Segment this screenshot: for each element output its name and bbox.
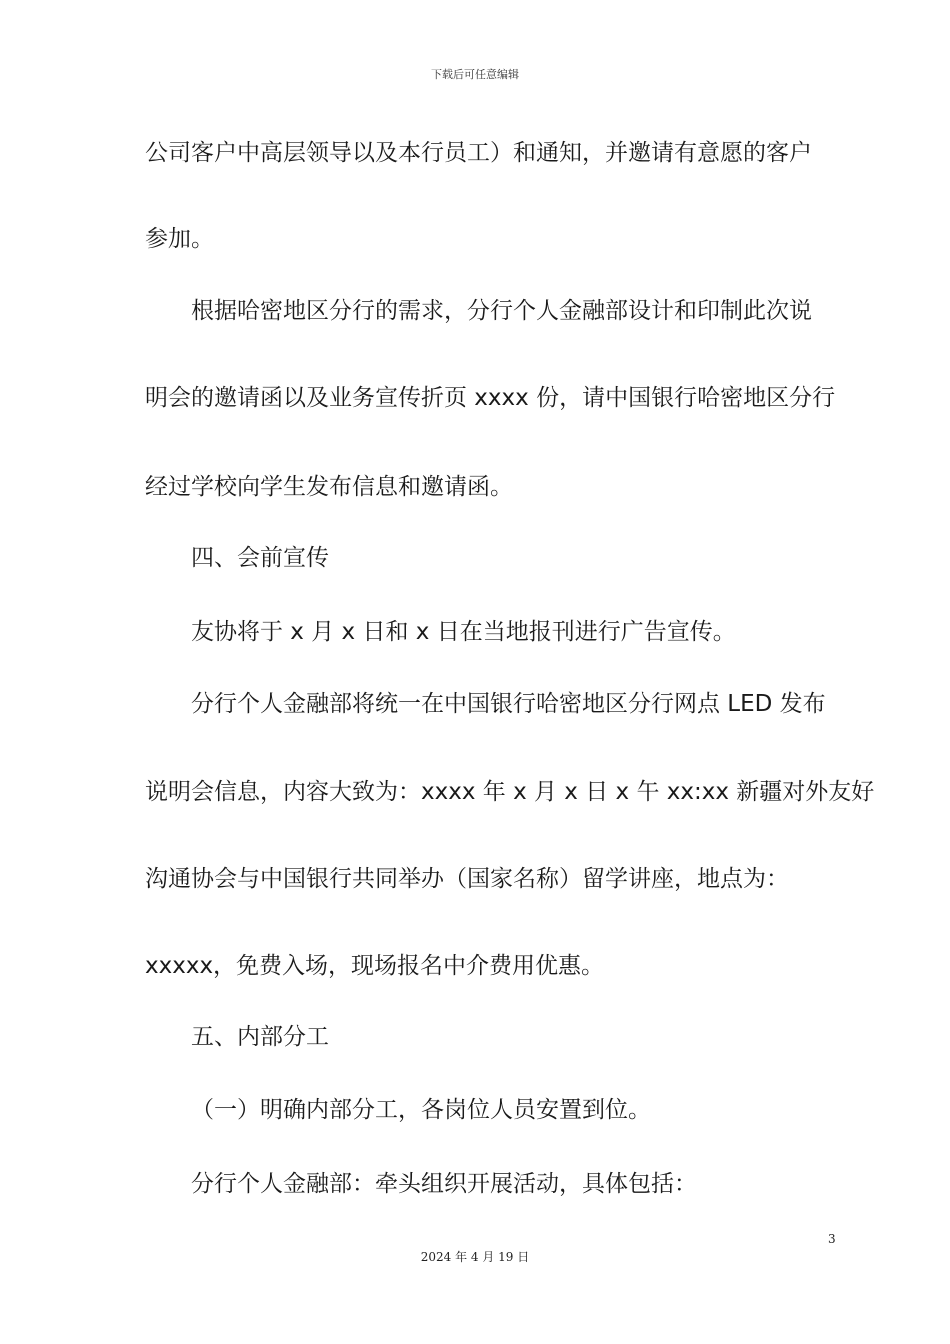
footer-date: 2024 年 4 月 19 日 <box>420 1250 530 1264</box>
body-line-7: 友协将于 x 月 x 日和 x 日在当地报刊进行广告宣传。 <box>191 619 736 645</box>
page-number: 3 <box>828 1232 836 1246</box>
body-line-9: 说明会信息，内容大致为：xxxx 年 x 月 x 日 x 午 xx:xx 新疆对外友好 <box>145 779 875 805</box>
section-heading-5: 五、内部分工 <box>191 1024 329 1050</box>
body-line-2: 参加。 <box>145 226 214 252</box>
body-line-3: 根据哈密地区分行的需求，分行个人金融部设计和印制此次说 <box>191 298 812 324</box>
body-line-14: 分行个人金融部：牵头组织开展活动，具体包括： <box>191 1171 697 1197</box>
section-heading-4: 四、会前宣传 <box>191 545 329 571</box>
body-line-11: xxxxx，免费入场，现场报名中介费用优惠。 <box>145 953 605 979</box>
body-line-5: 经过学校向学生发布信息和邀请函。 <box>145 474 513 500</box>
page-header: 下载后可任意编辑 <box>431 68 519 81</box>
body-line-1: 公司客户中高层领导以及本行员工）和通知，并邀请有意愿的客户 <box>145 140 812 166</box>
body-line-8: 分行个人金融部将统一在中国银行哈密地区分行网点 LED 发布 <box>191 691 826 717</box>
body-line-4: 明会的邀请函以及业务宣传折页 xxxx 份，请中国银行哈密地区分行 <box>145 385 836 411</box>
body-line-10: 沟通协会与中国银行共同举办（国家名称）留学讲座，地点为： <box>145 866 789 892</box>
subsection-heading-1: （一）明确内部分工，各岗位人员安置到位。 <box>191 1097 651 1123</box>
